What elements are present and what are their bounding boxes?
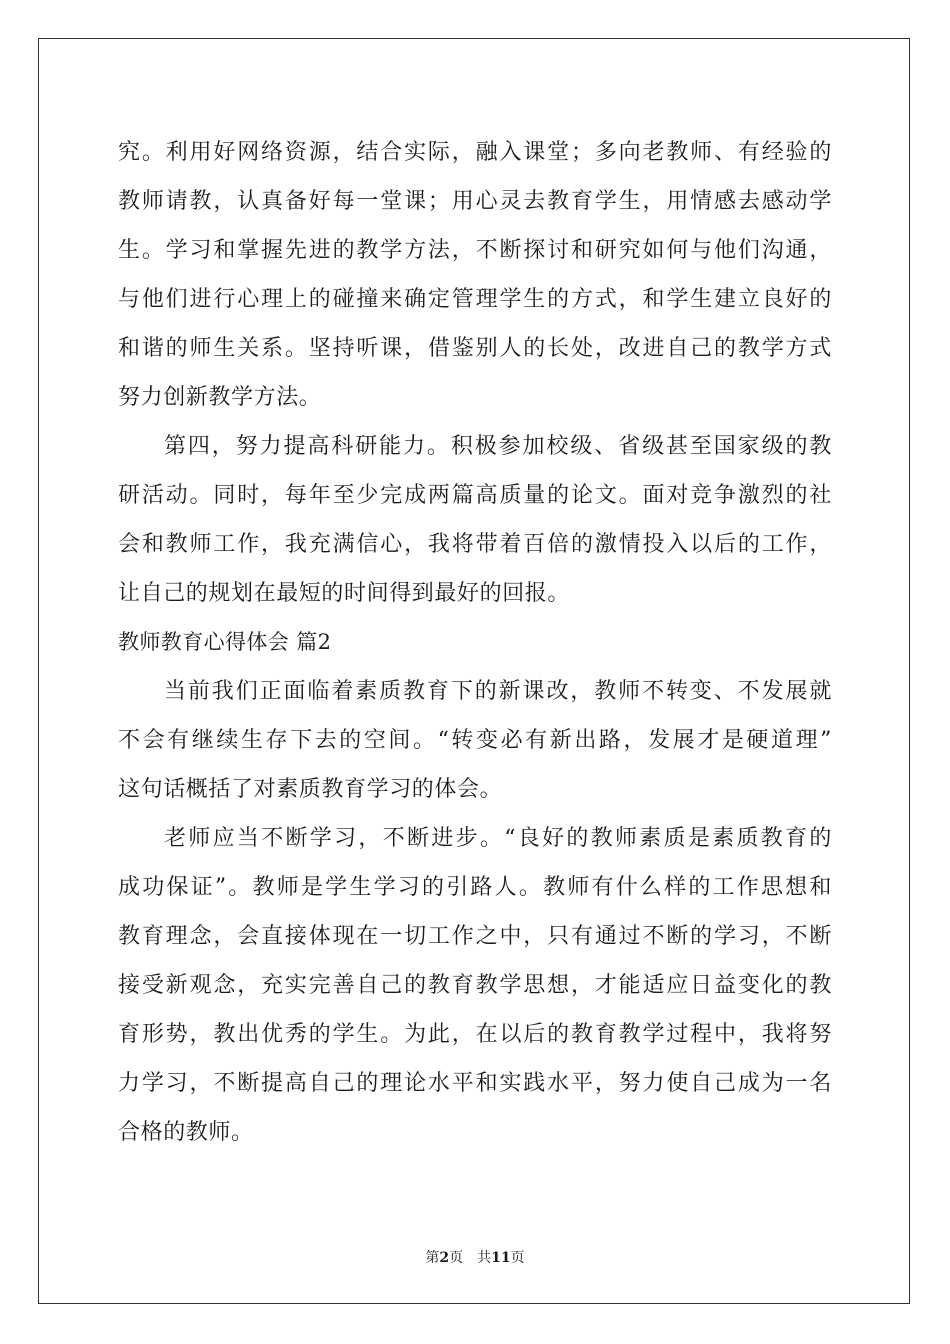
page-footer [0, 1247, 950, 1267]
footer-prefix: 第 [425, 1250, 440, 1266]
text-line: 与他们进行心理上的碰撞来确定管理学生的方式，和学生建立良好的 [118, 287, 832, 312]
text-line: 老师应当不断学习，不断进步。“良好的教师素质是素质教育的 [164, 826, 832, 851]
total-page-count: 11 [491, 1250, 511, 1266]
text-line: 不会有继续生存下去的空间。“转变必有新出路，发展才是硬道理” [118, 728, 832, 753]
text-line: 究。利用好网络资源，结合实际，融入课堂；多向老教师、有经验的 [118, 140, 832, 165]
text-line: 力学习，不断提高自己的理论水平和实践水平，努力使自己成为一名 [118, 1071, 832, 1096]
text-line: 教师请教，认真备好每一堂课；用心灵去教育学生，用情感去感动学 [118, 189, 832, 214]
current-page-number: 2 [439, 1250, 450, 1266]
footer-page-suffix: 页 [449, 1250, 464, 1266]
paragraph [118, 814, 832, 1157]
document-body [118, 128, 832, 1157]
text-line: 研活动。同时，每年至少完成两篇高质量的论文。面对竞争激烈的社 [118, 483, 832, 508]
text-line: 成功保证”。教师是学生学习的引路人。教师有什么样的工作思想和 [118, 875, 832, 900]
text-line: 努力创新教学方法。 [118, 385, 322, 410]
text-line: 育形势，教出优秀的学生。为此，在以后的教育教学过程中，我将努 [118, 1022, 832, 1047]
text-line: 会和教师工作，我充满信心，我将带着百倍的激情投入以后的工作， [118, 532, 832, 557]
paragraph [118, 128, 832, 422]
paragraph [118, 422, 832, 618]
text-line: 第四，努力提高科研能力。积极参加校级、省级甚至国家级的教 [164, 434, 832, 459]
text-line: 这句话概括了对素质教育学习的体会。 [118, 777, 503, 802]
text-line: 当前我们正面临着素质教育下的新课改，教师不转变、不发展就 [164, 679, 832, 704]
section-heading: 教师教育心得体会 篇2 [118, 630, 332, 654]
text-line: 生。学习和掌握先进的教学方法，不断探讨和研究如何与他们沟通， [118, 238, 832, 263]
text-line: 合格的教师。 [118, 1120, 254, 1145]
text-line: 和谐的师生关系。坚持听课，借鉴别人的长处，改进自己的教学方式 [118, 336, 832, 361]
footer-total-suffix: 页 [510, 1250, 525, 1266]
footer-total-prefix: 共 [477, 1250, 492, 1266]
text-line: 教育理念，会直接体现在一切工作之中，只有通过不断的学习，不断 [118, 924, 832, 949]
paragraph [118, 667, 832, 814]
text-line: 让自己的规划在最短的时间得到最好的回报。 [118, 581, 571, 606]
text-line: 接受新观念，充实完善自己的教育教学思想，才能适应日益变化的教 [118, 973, 832, 998]
